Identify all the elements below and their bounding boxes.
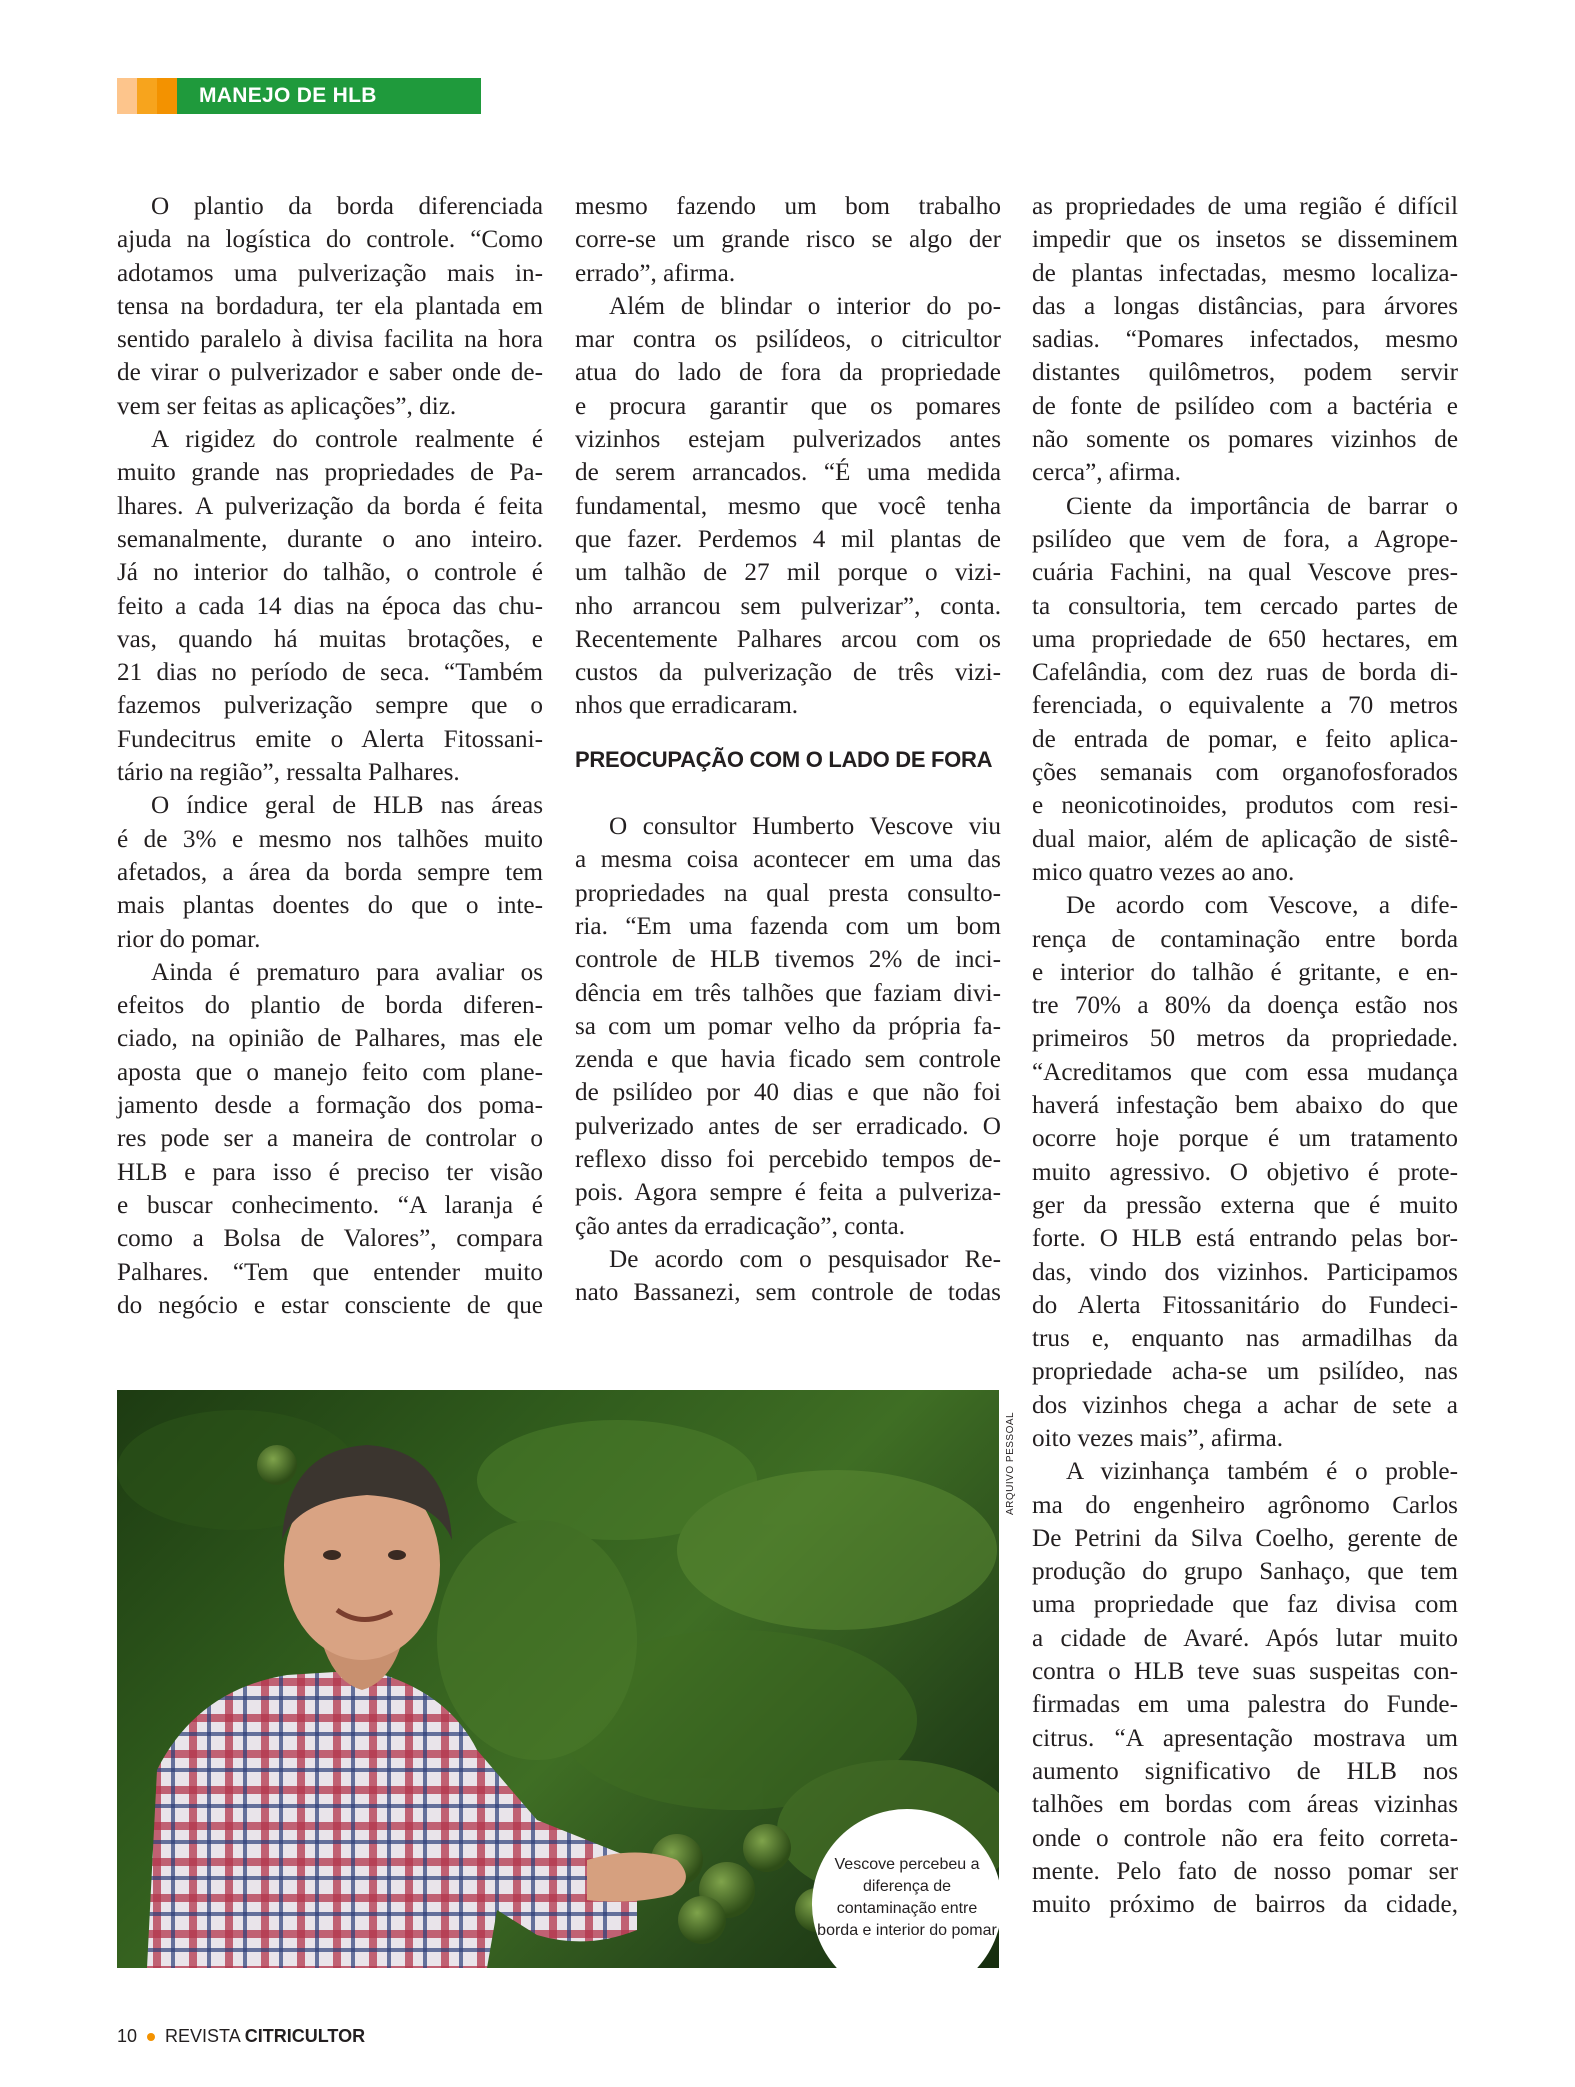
text-line: reflexo disso foi percebido tempos de- <box>575 1146 1001 1174</box>
text-line: firmadas em uma palestra do Funde- <box>1032 1691 1458 1719</box>
text-line: tário na região”, ressalta Palhares. <box>117 759 460 787</box>
photo-caption-bubble <box>812 1809 1002 1999</box>
text-line: muito agressivo. O objetivo é prote- <box>1032 1158 1458 1186</box>
text-line: de psilídeo por 40 dias e que não foi <box>575 1079 1001 1107</box>
text-line: cerca”, afirma. <box>1032 459 1181 487</box>
text-line: não somente os pomares vizinhos de <box>1032 426 1458 454</box>
section-label: MANEJO DE HLB <box>177 78 481 114</box>
text-line: Ciente da importância de barrar o <box>1066 492 1458 520</box>
text-line: ta consultoria, tem cercado partes de <box>1032 592 1458 620</box>
text-line: propriedades na qual presta consulto- <box>575 879 1001 907</box>
text-line: dência em três talhões que faziam divi- <box>575 979 1001 1007</box>
article-column-2 <box>575 190 1001 1310</box>
text-line: Já no interior do talhão, o controle é <box>117 559 543 587</box>
text-line: afetados, a área da borda sempre tem <box>117 858 543 886</box>
text-line: de serem arrancados. “É uma medida <box>575 459 1001 487</box>
text-line: sentido paralelo à divisa facilita na hora <box>117 326 543 354</box>
text-line: adotamos uma pulverização mais in- <box>117 259 543 287</box>
text-line: custos da pulverização de três vizi- <box>575 659 1001 687</box>
photo-caption: Vescove percebeu a diferença de contaminação entre borda e interior do pomar <box>817 1856 997 1939</box>
text-line: Fundecitrus emite o Alerta Fitossani- <box>117 725 543 753</box>
text-line: errado”, afirma. <box>575 259 736 287</box>
text-line: ferenciada, o equivalente a 70 metros <box>1032 692 1458 720</box>
text-line: A rigidez do controle realmente é <box>151 426 543 454</box>
text-line: tre 70% a 80% da doença estão nos <box>1032 992 1458 1020</box>
magazine-name <box>165 2026 365 2047</box>
text-line: primeiros 50 metros da propriedade. <box>1032 1025 1458 1053</box>
text-line: que fazer. Perdemos 4 mil plantas de <box>575 525 1001 553</box>
text-line: mar contra os psilídeos, o citricultor <box>575 326 1001 354</box>
text-line: pois. Agora sempre é feita a pulveriza- <box>575 1179 1001 1207</box>
text-line: O plantio da borda diferenciada <box>151 193 543 220</box>
text-line: e buscar conhecimento. “A laranja é <box>117 1191 543 1219</box>
text-line: de fonte de psilídeo com a bactéria e <box>1032 392 1458 420</box>
text-line: O índice geral de HLB nas áreas <box>151 792 543 820</box>
page-footer <box>117 2026 365 2047</box>
text-line: ajuda na logística do controle. “Como <box>117 226 543 254</box>
section-tag <box>117 78 481 114</box>
text-line: a mesma coisa acontecer em uma das <box>575 846 1001 874</box>
text-line: lhares. A pulverização da borda é feita <box>117 492 543 520</box>
text-line: psilídeo que vem de fora, a Agrope- <box>1032 525 1458 553</box>
text-line: De Petrini da Silva Coelho, gerente de <box>1032 1524 1458 1552</box>
text-line: pulverizado antes de ser erradicado. O <box>575 1112 1001 1140</box>
text-line: semanalmente, durante o ano inteiro. <box>117 525 543 553</box>
text-line: efeitos do plantio de borda diferen- <box>117 992 543 1020</box>
text-line: cuária Fachini, na qual Vescove pres- <box>1032 559 1458 587</box>
text-line: oito vezes mais”, afirma. <box>1032 1424 1284 1452</box>
text-line: mesmo fazendo um bom trabalho <box>575 193 1001 220</box>
text-line: ria. “Em uma fazenda com um bom <box>575 912 1001 940</box>
text-line: fazemos pulverização sempre que o <box>117 692 543 720</box>
text-line: dos vizinhos chega a achar de sete a <box>1032 1391 1458 1419</box>
text-line: HLB e para isso é preciso ter visão <box>117 1158 543 1186</box>
text-line: 21 dias no período de seca. “Também <box>117 659 543 687</box>
text-line: ções semanais com organofosforados <box>1032 759 1458 787</box>
text-line: controle de HLB tivemos 2% de inci- <box>575 946 1001 974</box>
text-line: tensa na bordadura, ter ela plantada em <box>117 292 543 320</box>
text-line: talhões em bordas com áreas vizinhas <box>1032 1791 1458 1819</box>
text-line: ção antes da erradicação”, conta. <box>575 1212 906 1240</box>
text-line: Palhares. “Tem que entender muito <box>117 1258 543 1286</box>
text-line: das a longas distâncias, para árvores <box>1032 292 1458 320</box>
text-line: uma propriedade que faz divisa com <box>1032 1591 1458 1619</box>
text-line: onde o controle não era feito correta- <box>1032 1824 1458 1852</box>
text-line: jamento desde a formação dos poma- <box>117 1092 543 1120</box>
text-line: “Acreditamos que com essa mudança <box>1032 1058 1458 1086</box>
text-line: ma do engenheiro agrônomo Carlos <box>1032 1491 1458 1519</box>
text-line: forte. O HLB está entrando pelas bor- <box>1032 1225 1458 1253</box>
text-line: sadias. “Pomares infectados, mesmo <box>1032 326 1458 354</box>
text-line: Cafelândia, com dez ruas de borda di- <box>1032 659 1458 687</box>
text-line: rença de contaminação entre borda <box>1032 925 1458 953</box>
text-line: vem ser feitas as aplicações”, diz. <box>117 392 457 420</box>
text-line: atua do lado de fora da propriedade <box>575 359 1001 387</box>
text-line: é de 3% e mesmo nos talhões muito <box>117 825 543 853</box>
text-line: A vizinhança também é o proble- <box>1066 1458 1458 1486</box>
magazine-title: CITRICULTOR <box>244 2026 366 2046</box>
text-line: a cidade de Avaré. Após lutar muito <box>1032 1624 1458 1652</box>
tag-stripe-2 <box>137 78 157 114</box>
text-line: ocorre hoje porque é um tratamento <box>1032 1125 1458 1153</box>
text-line: mais plantas doentes do que o inte- <box>117 892 543 920</box>
page-number: 10 <box>117 2026 138 2046</box>
text-line: ciado, na opinião de Palhares, mas ele <box>117 1025 543 1053</box>
text-line: Além de blindar o interior do po- <box>609 292 1001 320</box>
text-line: das, vindo dos vizinhos. Participamos <box>1032 1258 1458 1286</box>
text-line: De acordo com Vescove, a dife- <box>1066 892 1458 920</box>
text-line: de plantas infectadas, mesmo localiza- <box>1032 259 1458 287</box>
article-column-3 <box>1032 190 1458 1921</box>
text-line: res pode ser a maneira de controlar o <box>117 1125 543 1153</box>
article-column-1 <box>117 190 543 1322</box>
subheading: PREOCUPAÇÃO COM O LADO DE FORA <box>575 746 993 772</box>
text-line: aposta que o manejo feito com plane- <box>117 1058 543 1086</box>
text-line: mico quatro vezes ao ano. <box>1032 858 1295 886</box>
text-line: nhos que erradicaram. <box>575 692 799 720</box>
text-line: distantes quilômetros, podem servir <box>1032 359 1458 387</box>
text-line: as propriedades de uma região é difícil <box>1032 193 1458 220</box>
footer-dot-icon <box>147 2033 155 2041</box>
text-line: ger da pressão externa que é muito <box>1032 1191 1458 1219</box>
text-line: fundamental, mesmo que você tenha <box>575 492 1001 520</box>
text-line: feito a cada 14 dias na época das chu- <box>117 592 543 620</box>
text-line: rior do pomar. <box>117 925 261 953</box>
text-line: dual maior, além de aplicação de sistê- <box>1032 825 1458 853</box>
text-line: nho arrancou sem pulverizar”, conta. <box>575 592 1001 620</box>
tag-stripe-1 <box>117 78 137 114</box>
text-line: do Alerta Fitossanitário do Fundeci- <box>1032 1291 1458 1319</box>
text-line: vizinhos estejam pulverizados antes <box>575 426 1001 454</box>
text-line: aumento significativo de HLB nos <box>1032 1757 1458 1785</box>
text-line: e interior do talhão é gritante, e en- <box>1032 958 1458 986</box>
text-line: produção do grupo Sanhaço, que tem <box>1032 1558 1458 1586</box>
text-line: impedir que os insetos se disseminem <box>1032 226 1458 254</box>
text-line: muito grande nas propriedades de Pa- <box>117 459 543 487</box>
text-line: propriedade acha-se um psilídeo, nas <box>1032 1358 1458 1386</box>
text-line: nato Bassanezi, sem controle de todas <box>575 1279 1001 1307</box>
text-line: e neonicotinoides, produtos com resi- <box>1032 792 1458 820</box>
text-line: De acordo com o pesquisador Re- <box>609 1245 1001 1273</box>
text-line: e procura garantir que os pomares <box>575 392 1001 420</box>
text-line: mente. Pelo fato de nosso pomar ser <box>1032 1857 1458 1885</box>
text-line: Recentemente Palhares arcou com os <box>575 625 1001 653</box>
photo-credit: ARQUIVO PESSOAL <box>1005 1411 1016 1515</box>
text-line: O consultor Humberto Vescove viu <box>609 813 1001 841</box>
text-line: haverá infestação bem abaixo do que <box>1032 1092 1458 1120</box>
text-line: citrus. “A apresentação mostrava um <box>1032 1724 1458 1752</box>
text-line: de entrada de pomar, e feito aplica- <box>1032 725 1458 753</box>
text-line: contra o HLB teve suas suspeitas con- <box>1032 1658 1458 1686</box>
text-line: zenda e que havia ficado sem controle <box>575 1046 1001 1074</box>
text-line: um talhão de 27 mil porque o vizi- <box>575 559 1001 587</box>
text-line: corre-se um grande risco se algo der <box>575 226 1001 254</box>
text-line: como a Bolsa de Valores”, compara <box>117 1225 543 1253</box>
text-line: muito próximo de bairros da cidade, <box>1032 1891 1458 1919</box>
text-line: trus e, enquanto nas armadilhas da <box>1032 1325 1458 1353</box>
magazine-prefix: REVISTA <box>165 2026 240 2046</box>
text-line: vas, quando há muitas brotações, e <box>117 625 543 653</box>
text-line: uma propriedade de 650 hectares, em <box>1032 625 1458 653</box>
text-line: sa com um pomar velho da própria fa- <box>575 1012 1001 1040</box>
text-line: de virar o pulverizador e saber onde de- <box>117 359 543 387</box>
text-line: do negócio e estar consciente de que <box>117 1291 543 1319</box>
tag-stripe-3 <box>157 78 177 114</box>
text-line: Ainda é prematuro para avaliar os <box>151 958 543 986</box>
